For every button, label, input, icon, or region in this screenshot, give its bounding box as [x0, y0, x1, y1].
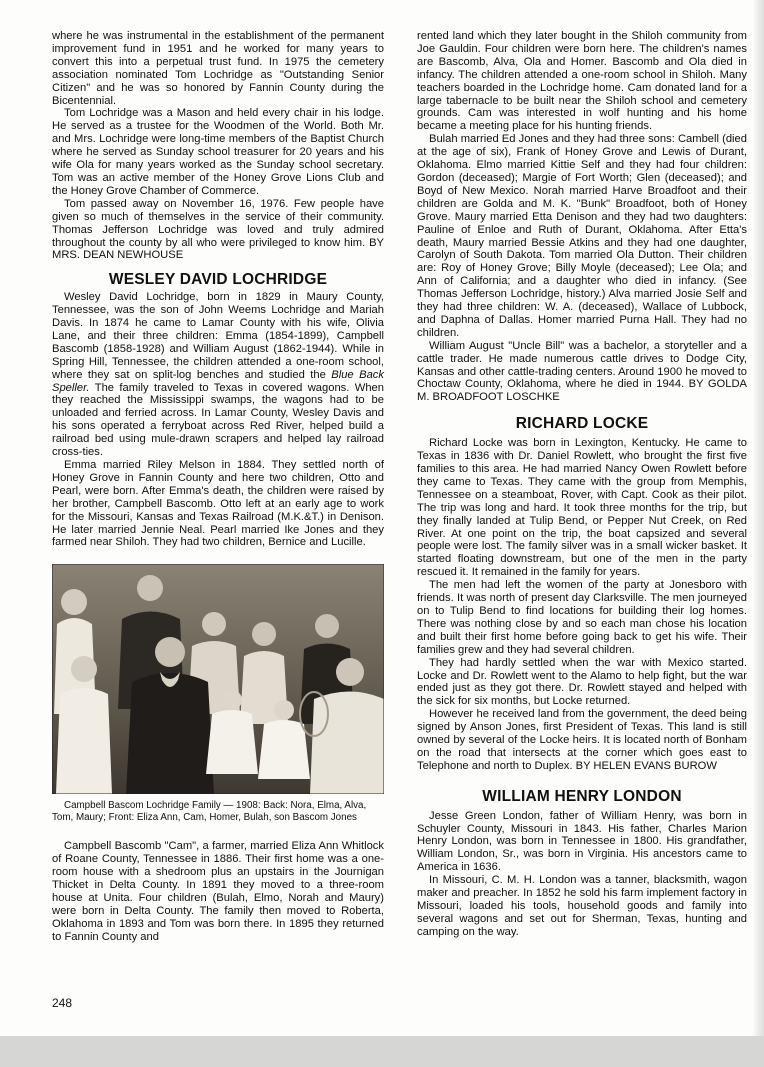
right-column — [417, 30, 747, 939]
text-run: The family traveled to Texas in covered wagons. When they reached the Mississippi swamps, the wagons had to be unloaded and ferried across. In Lamar County, Wesley Davis and his sons operated a ferryboat across Red River, helped build a railroad bed using mule-drawn scrapers and helped lay railroad cross-ties. — [52, 381, 384, 459]
section-heading-wesley-david-lochridge: WESLEY DAVID LOCHRIDGE — [108, 271, 328, 289]
paragraph — [52, 291, 384, 459]
photo-image — [52, 564, 384, 794]
paragraph: Tom passed away on November 16, 1976. Few people have given so much of themselves in the service of their community. Thomas Jefferson Lochridge was loved and truly admired throughout the county by all who were privileged to know him. BY MRS. DEAN NEWHOUSE — [52, 197, 384, 262]
paragraph: Bulah married Ed Jones and they had three sons: Cambell (died at the age of six), Frank of Honey Grove and Lewis of Durant, Oklahoma. Elmo married Kittie Self and they had four children: Gordon (deceased); Margie of Fort Worth; Glen (deceased); and Boyd of New Mexico. Norah married Harve Broadfoot and their children are Golda and M. K. "Bunk" Broadfoot, both of Honey Grove. Maury married Etta Denison and they had two daughters: Pauline of Enloe and Ruth of Durant, Oklahoma. After Etta's death, Maury married Bessie Atkins and they had one daughter, Carolyn of South Dakota. Tom married Ola Dutton. Their children are: Roy of Honey Grove; Billy Moyle (deceased); Lee Ola; and Ann of California; and a daughter who died in infancy. (See Thomas Jefferson Lochridge, history.) Alva married Josie Self and they had three children: W. A. (deceased), Wallace of Lubbock, and Daphna of Dallas. Homer married Purna Hall. They had no children. — [417, 133, 747, 339]
text-run: Wesley David Lochridge, born in 1829 in Maury County, Tennessee, was the son of John Weems Lochridge and Mariah Davis. In 1874 he came to Lamar County with his wife, Olivia Lane, and their three children: Emma (1854-1899), Campbell Bascomb (1858-1928) and William August (1862-1944). While in Spring Hill, Tennessee, the children attended a one-room school, where they sat on split-log benches and studied the — [52, 291, 384, 381]
paragraph: William August "Uncle Bill" was a bachelor, a storyteller and a cattle trader. He made numerous cattle drives to Dodge City, Kansas and other cattle-trading centers. Around 1900 he moved to Choctaw County, Oklahoma, where he died in 1944. BY GOLDA M. BROADFOOT LOSCHKE — [417, 339, 747, 404]
paragraph: Campbell Bascomb "Cam", a farmer, married Eliza Ann Whitlock of Roane County, Tennessee in 1886. Their first home was a one-room house with a shedroom plus an upstairs in the Journigan Thicket in Delta County. In 1891 they moved to a three-room house at Unita. Four children (Bulah, Elmo, Norah and Maury) were born in Delta County. The family then moved to Roberta, Oklahoma in 1893 and Tom was born there. In 1895 they returned to Fannin County and — [52, 840, 384, 943]
page-edge-shadow — [752, 0, 764, 1036]
paragraph: where he was instrumental in the establishment of the permanent improvement fund in 1951 and he worked for many years to convert this into a perpetual trust fund. In 1975 the cemetery association nominated Tom Lochridge as "Outstanding Senior Citizen" and he was so honored by Fannin County during the Bicentennial. — [52, 30, 384, 107]
family-photograph — [52, 564, 384, 794]
paragraph: However he received land from the government, the deed being signed by Anson Jones, first President of Texas. This land is still owned by several of the Locke heirs. It is located north of Bonham on the road that intersects at the corner which goes east to Telephone and north to Duplex. BY HELEN EVANS BUROW — [417, 708, 747, 772]
paragraph: The men had left the women of the party at Jonesboro with friends. It was north of present day Clarksville. The men journeyed on to Tulip Bend to find locations for building their log homes. There was nothing close by and so each man chose his location and built their first home before going back to get his wife. Their families grew and they had several children. — [417, 579, 747, 656]
scan-bottom-margin — [0, 1036, 764, 1067]
paragraph: Jesse Green London, father of William Henry, was born in Schuyler County, Missouri in 1843. His father, Charles Marion Henry London, was born in Tennessee in 1800. His grandfather, William London, Sr., was born in Virginia. His ancestors came to America in 1636. — [417, 809, 747, 874]
paragraph: Emma married Riley Melson in 1884. They settled north of Honey Grove in Fannin County and here two children, Otto and Pearl, were born. After Emma's death, the children were raised by her brother, Campbell Bascomb. Otto left at an early age to work for the Missouri, Kansas and Texas Railroad (M.K.&T.) in Denison. He later married Jennie Neal. Pearl married Ike Jones and they farmed near Shiloh. They had two children, Bernice and Lucille. — [52, 459, 384, 549]
paragraph: rented land which they later bought in the Shiloh community from Joe Gauldin. Four children were born here. The children's names are Bascomb, Alva, Ola and Homer. Bascomb and Ola died in infancy. The children attended a one-room school in Shiloh. Many teachers boarded in the Lochridge home. Cam donated land for a large tabernacle to be built near the Shiloh school and cemetery grounds. Cam was interested in wolf hunting and his home became a meeting place for his hunting friends. — [417, 30, 747, 133]
paragraph: In Missouri, C. M. H. London was a tanner, blacksmith, wagon maker and preacher. In 1852 he sold his farm implement factory in Missouri, loaded his tools, household goods and family into several wagons and set out for Sherman, Texas, hunting and camping on the way. — [417, 874, 747, 938]
section-heading-richard-locke: RICHARD LOCKE — [515, 415, 649, 433]
section-heading-william-henry-london: WILLIAM HENRY LONDON — [482, 787, 682, 805]
page-number: 248 — [52, 996, 73, 1010]
photo-caption: Campbell Bascom Lochridge Family — 1908: Back: Nora, Elma, Alva, Tom, Maury; Front: Eliza Ann, Cam, Homer, Bulah, son Bascom Jones — [52, 800, 367, 824]
paragraph: Tom Lochridge was a Mason and held every chair in his lodge. He served as a trustee for the Woodmen of the World. Both Mr. and Mrs. Lochridge were long-time members of the Baptist Church where he served as Sunday school treasurer for 20 years and his wife Ola for many years worked as the Sunday school secretary. Tom was an active member of the Honey Grove Lions Club and the Honey Grove Chamber of Commerce. — [52, 107, 384, 197]
book-title: Blue Back Speller. — [52, 368, 384, 394]
paragraph: They had hardly settled when the war with Mexico started. Locke and Dr. Rowlett went to the Alamo to help fight, but the war ended just as they got there. Dr. Rowlett stayed and helped with the sick for six months, but Locke returned. — [417, 656, 747, 708]
paragraph: Richard Locke was born in Lexington, Kentucky. He came to Texas in 1836 with Dr. Daniel Rowlett, who brought the first five families to this area. He had married Nancy Owen Rowlett before they came to Texas. They came with the group from Memphis, Tennessee on a steamboat, Rover, with Capt. Cook as their pilot. The trip was long and hard. It took three months for the trip, but they finally landed at Tulip Bend, or Pepper Nut Creek, on Red River. At one point on the trip, the boat capsized and several people were lost. The family silver was in a small wicker basket. It started floating downstream, but one of the men in the party rescued it. It remained in the family for years. — [417, 437, 747, 579]
left-column — [52, 30, 384, 944]
